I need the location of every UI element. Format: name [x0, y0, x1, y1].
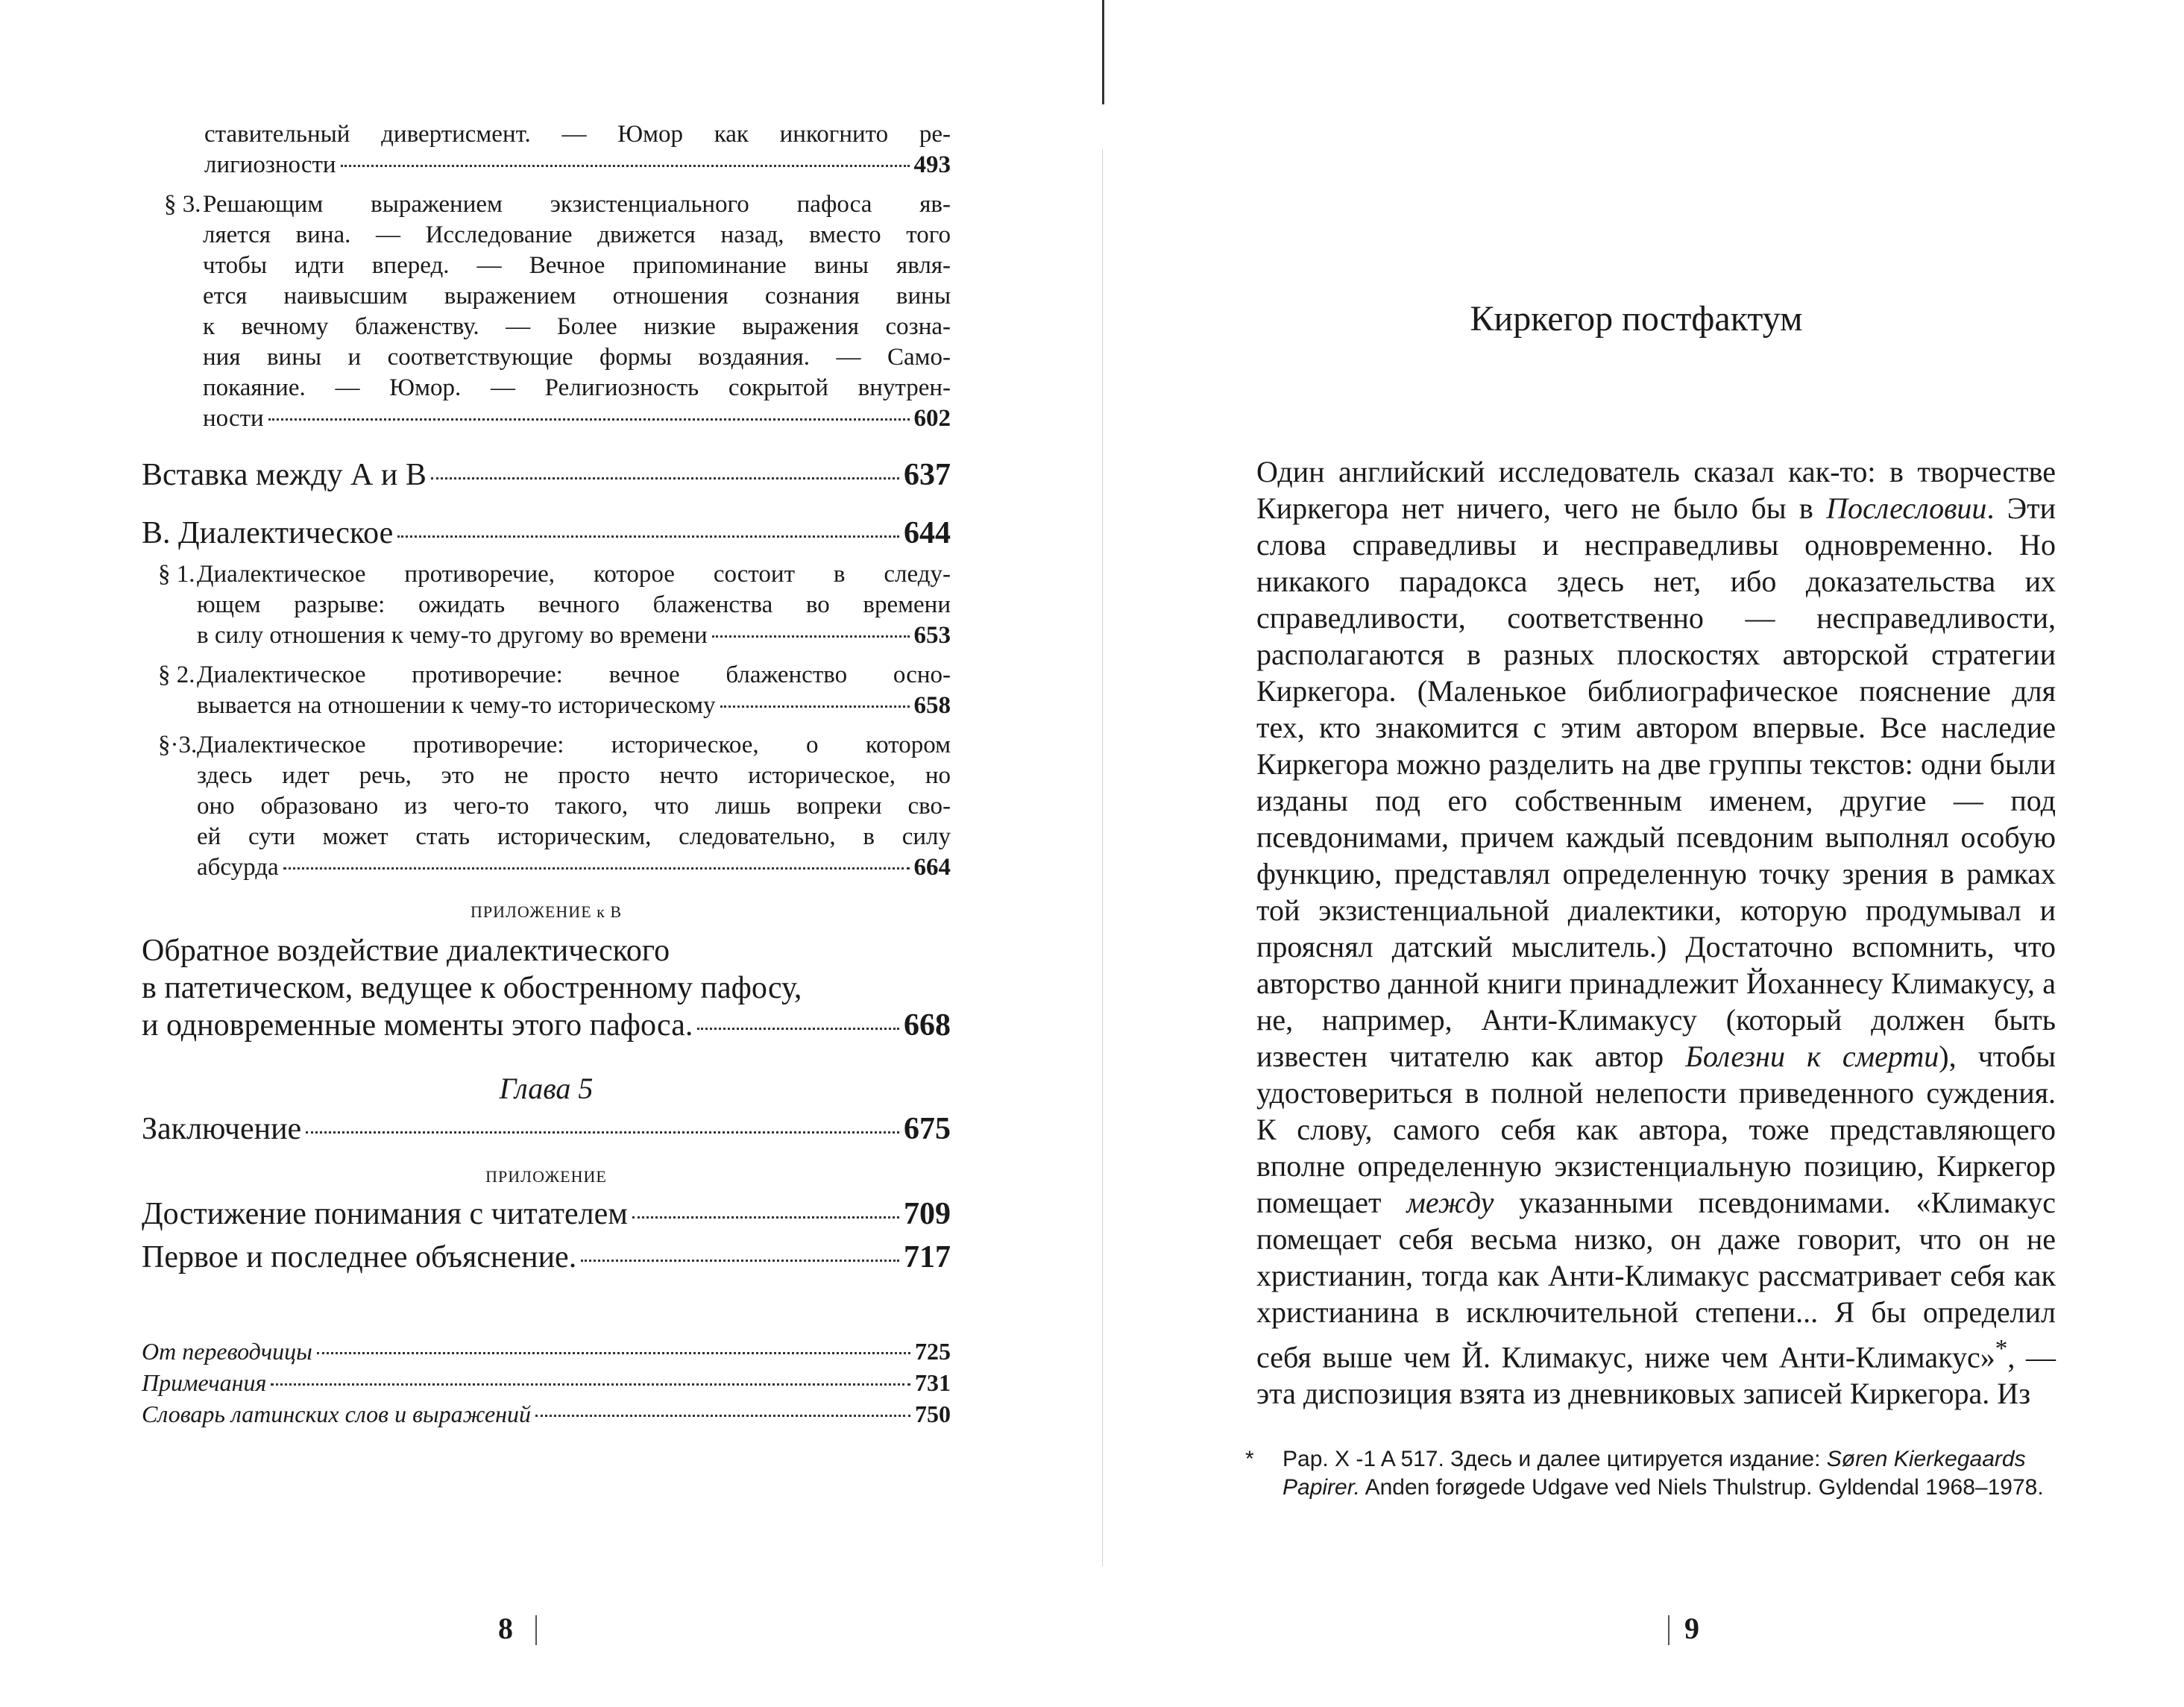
toc-text-line: ющем разрыве: ожидать вечного блаженства во времени: [197, 591, 951, 618]
toc-page-number: 750: [915, 1401, 951, 1427]
toc-leader: [341, 165, 910, 167]
toc-entry-title: Словарь латинских слов и выражений: [142, 1401, 532, 1427]
toc-text-line: Обратное воздействие диалектического: [142, 934, 670, 968]
toc-entry-title: Первое и последнее объяснение.: [142, 1240, 577, 1274]
toc-leader: [712, 635, 910, 638]
section-symbol: § 2.: [158, 661, 195, 688]
toc-leader: [268, 418, 910, 421]
italic-text: Послесловии: [1826, 491, 1987, 525]
toc-page-number: 668: [904, 1008, 951, 1043]
text-run: Anden forøgede Udgave ved Niels Thulstrup. Gyldendal 1968–1978.: [1359, 1475, 2044, 1500]
toc-page-number: 493: [913, 151, 951, 178]
toc-entry-title: Вставка между А и В: [142, 458, 427, 492]
page-number-rule: [535, 1615, 537, 1645]
section-symbol: §·3.: [158, 732, 198, 758]
italic-text: между: [1406, 1186, 1494, 1219]
toc-entry-title: Примечания: [142, 1369, 267, 1396]
toc-leader: [581, 1260, 899, 1262]
footnote: [1245, 1445, 2058, 1502]
appendix-label: ПРИЛОЖЕНИЕ: [485, 1167, 607, 1186]
toc-entry-title: лигиозности: [204, 151, 336, 178]
left-page: [0, 0, 1089, 1707]
footnote-mark: *: [1245, 1447, 1254, 1471]
toc-page-number: 658: [913, 692, 951, 719]
toc-subentry-body: [197, 559, 951, 651]
toc-entry-title: абсурда: [197, 854, 279, 881]
toc-page-number: 644: [904, 516, 951, 550]
footnote-ref: *: [1995, 1335, 2008, 1362]
toc-page-number: 709: [904, 1197, 951, 1231]
footnote-text: [1283, 1445, 2058, 1502]
appendix-b-label: ПРИЛОЖЕНИЕ к В: [471, 902, 622, 921]
toc-back-matter-1: [142, 1336, 951, 1367]
toc-text-line: к вечному блаженству. — Более низкие выражения созна-: [203, 313, 951, 340]
toc-page-number: 717: [904, 1240, 951, 1274]
toc-entry-b-1: [142, 559, 951, 651]
toc-subentry: [158, 660, 951, 721]
toc-subentry: [164, 189, 951, 434]
toc-leader: [306, 1131, 899, 1134]
toc-leader: [397, 535, 899, 538]
toc-text-line: здесь идет речь, это не просто нечто историческое, но: [197, 762, 951, 789]
page-number-right: 9: [1684, 1612, 1699, 1645]
toc-entry-appendix-1: [142, 1195, 951, 1233]
toc-entry-title: в силу отношения к чему-то другому во времени: [197, 622, 708, 649]
chapter-title: Киркегор постфактум: [1470, 299, 1803, 339]
toc-entry-b-2: [142, 660, 951, 721]
section-symbol: § 3.: [164, 191, 201, 218]
text-run: ), чтобы удостовериться в полной нелепости приведенного суждения. К слову, самого себя как автора, тоже представляющего вполне определенную экзистенциальную позицию, Киркегор помещает: [1256, 1040, 2056, 1219]
toc-subentry-body: [197, 660, 951, 721]
italic-text: Болезни к смерти: [1685, 1040, 1939, 1073]
toc-leader: [317, 1352, 910, 1354]
chapter-5-heading: Глава 5: [499, 1072, 594, 1105]
toc-subentry-body: [203, 189, 951, 434]
toc-text-line: ется наивысшим выражением отношения сознания вины: [203, 283, 951, 309]
toc-entry-conclusion: [142, 1110, 951, 1148]
toc-leader: [283, 867, 910, 870]
toc-entry-appendix-b: [142, 932, 951, 1044]
body-paragraph: [1256, 453, 2056, 1412]
toc-text-line: в патетическом, ведущее к обостренному пафосу,: [142, 971, 802, 1005]
text-run: , — эта диспозиция взята из дневниковых записей Киркегора. Из: [1256, 1340, 2056, 1411]
toc-page-number: 653: [913, 622, 951, 649]
toc-entry-continuation: [142, 119, 951, 180]
toc-entry-title: Заключение: [142, 1112, 302, 1146]
toc-text-line: Диалектическое противоречие: историческое, о котором: [197, 732, 951, 758]
toc-back-matter-3: [142, 1398, 951, 1430]
toc-leader: [271, 1383, 910, 1386]
page-number-rule-right: [1668, 1615, 1670, 1645]
toc-entry-title: вывается на отношении к чему-то историческому: [197, 692, 716, 719]
toc-text-line: покаяние. — Юмор. — Религиозность сокрытой внутрен-: [203, 374, 951, 401]
toc-leader: [535, 1415, 910, 1417]
toc-subentry-last-line: [203, 403, 951, 434]
table-of-contents: [142, 119, 951, 1430]
toc-page-number: 664: [913, 854, 951, 881]
section-symbol: § 1.: [158, 561, 195, 588]
toc-page-number: 675: [904, 1112, 951, 1146]
toc-leader: [697, 1028, 899, 1030]
toc-text-line: оно образовано из чего-то такого, что лишь вопреки сво-: [197, 793, 951, 820]
toc-leader: [431, 477, 899, 480]
toc-text-line: ставительный дивертисмент. — Юмор как инкогнито ре-: [204, 121, 951, 148]
toc-page-number: 725: [915, 1338, 951, 1365]
toc-entry-section-3: [142, 189, 951, 434]
toc-subentry: [158, 559, 951, 651]
text-run: Один английский исследователь сказал как-то: в творчестве Киркегора нет ничего, чего не было бы в: [1256, 455, 2056, 525]
toc-subentry-body: [197, 730, 951, 883]
toc-page-number: 602: [913, 405, 951, 432]
toc-entry-appendix-b-last: [142, 1007, 951, 1044]
toc-text-line: Решающим выражением экзистенциального пафоса яв-: [203, 191, 951, 218]
toc-text-line: Диалектическое противоречие: вечное блаженство осно-: [197, 661, 951, 688]
toc-entry-title: и одновременные моменты этого пафоса.: [142, 1008, 693, 1043]
toc-page-number: 637: [904, 458, 951, 492]
toc-subentry-last-line: [204, 150, 951, 180]
text-run: Pap. X -1 A 517. Здесь и далее цитируется издание:: [1283, 1447, 1827, 1471]
toc-entry-title: ности: [203, 405, 264, 432]
toc-back-matter-2: [142, 1367, 951, 1398]
toc-entry-b-3: [142, 730, 951, 883]
toc-subentry-last-line: [197, 620, 951, 651]
toc-subentry: [204, 119, 951, 180]
toc-entry-title: В. Диалектическое: [142, 516, 394, 550]
toc-subentry: [158, 730, 951, 883]
text-run: . Эти слова справедливы и несправедливы одновременно. Но никакого парадокса здесь нет, ибо доказательства их справедливости, соответственно — несправедливости, располагаются в разных плоскостях авторской стратегии Киркегора. (Маленькое библиографическое пояснение для тех, кто знакомится с этим автором впервые. Все наследие Киркегора можно разделить на две группы текстов: одни были изданы под его собственным именем, другие — под псевдонимами, причем каждый псевдоним выполнял особую функцию, представлял определенную точку зрения в рамках той экзистенциальной диалектики, которую продумывал и прояснял датский мыслитель.) Достаточно вспомнить, что авторство данной книги принадлежит Йоханнесу Климакусу, а не, например, Анти-Климакусу (который должен быть известен читателю как автор: [1256, 491, 2056, 1073]
toc-text-line: ей сути может стать историческим, следовательно, в силу: [197, 823, 951, 850]
toc-entry-title: От переводчицы: [142, 1338, 312, 1365]
toc-entry-section-b: [142, 515, 951, 552]
right-page: [1089, 0, 2184, 1707]
page-number-left: 8: [498, 1612, 513, 1645]
toc-text-line: чтобы идти вперед. — Вечное припоминание вины явля-: [203, 252, 951, 279]
toc-leader: [720, 705, 910, 708]
text-run: указанными псевдонимами. «Климакус помещает себя весьма низко, он даже говорит, что он не христианин, тогда как Анти-Климакус рассматривает себя как христианина в исключительной степени... Я бы определил себя выше чем Й. Климакус, ниже чем Анти-Климакус»: [1256, 1186, 2056, 1374]
toc-text-line: ния вины и соответствующие формы воздаяния. — Само-: [203, 344, 951, 371]
back-matter: [142, 1336, 951, 1430]
toc-subentry-last-line: [197, 691, 951, 721]
toc-text-line: Диалектическое противоречие, которое состоит в следу-: [197, 561, 951, 588]
toc-entry-title: Достижение понимания с читателем: [142, 1197, 628, 1231]
toc-entry-insert: [142, 456, 951, 494]
toc-subentry-body: [204, 119, 951, 180]
toc-subentry-last-line: [197, 852, 951, 883]
toc-entry-appendix-2: [142, 1239, 951, 1276]
italic-text: Søren Kierkegaards Papirer.: [1283, 1447, 2026, 1500]
toc-text-line: ляется вина. — Исследование движется назад, вместо того: [203, 221, 951, 248]
toc-page-number: 731: [915, 1369, 951, 1396]
toc-leader: [632, 1216, 899, 1219]
